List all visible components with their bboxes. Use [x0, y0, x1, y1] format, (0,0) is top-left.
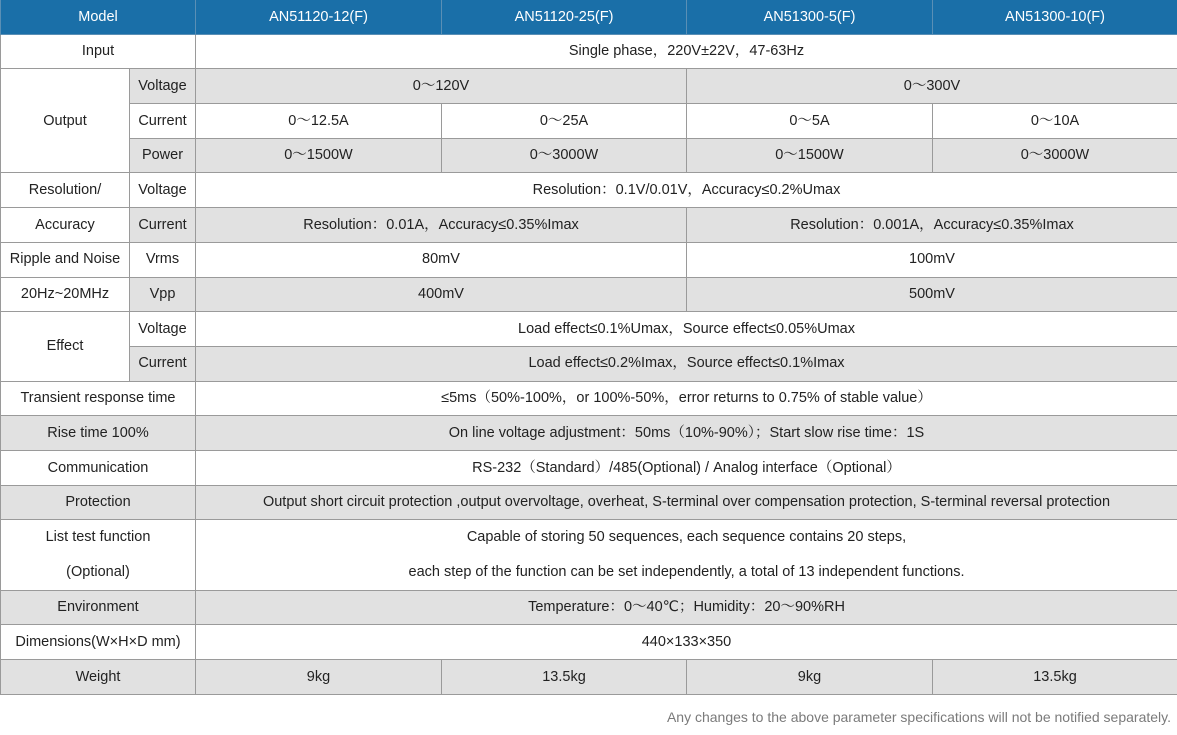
weight-value: 9kg — [687, 660, 933, 695]
output-power-row — [1, 138, 1177, 173]
output-power-value: 0～1500W — [687, 138, 933, 173]
resolution-voltage-row — [1, 173, 1177, 208]
communication-label: Communication — [1, 450, 196, 485]
effect-current-value: Load effect≤0.2%Imax，Source effect≤0.1%Imax — [196, 346, 1177, 381]
output-current-value: 0～10A — [933, 104, 1177, 139]
ripple-vrms-label: Vrms — [130, 242, 196, 277]
output-current-value: 0～25A — [442, 104, 687, 139]
dimensions-row — [1, 625, 1177, 660]
output-power-value: 0～3000W — [933, 138, 1177, 173]
output-label: Output — [1, 69, 130, 173]
protection-label: Protection — [1, 485, 196, 520]
model-name: AN51120-12(F) — [196, 0, 442, 34]
output-voltage-300: 0～300V — [687, 69, 1177, 104]
effect-voltage-row — [1, 312, 1177, 347]
list-test-value-line2: each step of the function can be set independently, a total of 13 independent functions. — [408, 564, 965, 581]
environment-label: Environment — [1, 590, 196, 625]
dimensions-label: Dimensions(W×H×D mm) — [1, 625, 196, 660]
dimensions-value: 440×133×350 — [196, 625, 1177, 660]
effect-current-label: Current — [130, 346, 196, 381]
weight-row — [1, 660, 1177, 695]
protection-value: Output short circuit protection ,output overvoltage, overheat, S-terminal over compensation protection, S-terminal reversal protection — [196, 485, 1177, 520]
ripple-vpp-label: Vpp — [130, 277, 196, 312]
input-label: Input — [1, 34, 196, 69]
transient-row — [1, 381, 1177, 416]
header-row — [1, 0, 1177, 34]
rise-label: Rise time 100% — [1, 416, 196, 451]
ripple-vrms-row — [1, 242, 1177, 277]
output-current-label: Current — [130, 104, 196, 139]
list-test-value-line1: Capable of storing 50 sequences, each sequence contains 20 steps, — [466, 529, 907, 546]
output-power-value: 0～1500W — [196, 138, 442, 173]
resolution-current-label: Current — [130, 208, 196, 243]
ripple-vrms-120: 80mV — [196, 242, 687, 277]
environment-row — [1, 590, 1177, 625]
communication-row — [1, 450, 1177, 485]
effect-voltage-label: Voltage — [130, 312, 196, 347]
ripple-vpp-row — [1, 277, 1177, 312]
footer-note: Any changes to the above parameter specifications will not be notified separately. — [666, 709, 1171, 725]
resolution-voltage-value: Resolution：0.1V/0.01V，Accuracy≤0.2%Umax — [196, 173, 1177, 208]
resolution-current-120: Resolution：0.01A，Accuracy≤0.35%Imax — [196, 208, 687, 243]
weight-value: 13.5kg — [442, 660, 687, 695]
resolution-current-300: Resolution：0.001A，Accuracy≤0.35%Imax — [687, 208, 1177, 243]
output-power-value: 0～3000W — [442, 138, 687, 173]
ripple-vpp-120: 400mV — [196, 277, 687, 312]
ripple-label-line1: Ripple and Noise — [1, 242, 130, 277]
transient-label: Transient response time — [1, 381, 196, 416]
resolution-current-row — [1, 208, 1177, 243]
environment-value: Temperature：0～40℃；Humidity：20～90%RH — [196, 590, 1177, 625]
output-current-value: 0～12.5A — [196, 104, 442, 139]
ripple-label-line2: 20Hz~20MHz — [1, 277, 130, 312]
resolution-label-line2: Accuracy — [1, 208, 130, 243]
effect-current-row — [1, 346, 1177, 381]
weight-value: 13.5kg — [933, 660, 1177, 695]
rise-value: On line voltage adjustment：50ms（10%-90%）；Start slow rise time：1S — [196, 416, 1177, 451]
model-name: AN51120-25(F) — [442, 0, 687, 34]
model-label: Model — [1, 0, 196, 34]
model-name: AN51300-5(F) — [687, 0, 933, 34]
resolution-voltage-label: Voltage — [130, 173, 196, 208]
output-voltage-120: 0～120V — [196, 69, 687, 104]
ripple-vpp-300: 500mV — [687, 277, 1177, 312]
output-current-value: 0～5A — [687, 104, 933, 139]
output-voltage-label: Voltage — [130, 69, 196, 104]
list-test-label — [1, 520, 196, 590]
input-value: Single phase，220V±22V，47-63Hz — [196, 34, 1177, 69]
output-voltage-row — [1, 69, 1177, 104]
effect-voltage-value: Load effect≤0.1%Umax，Source effect≤0.05%Umax — [196, 312, 1177, 347]
output-current-row — [1, 104, 1177, 139]
weight-value: 9kg — [196, 660, 442, 695]
protection-row — [1, 485, 1177, 520]
ripple-vrms-300: 100mV — [687, 242, 1177, 277]
list-test-value — [196, 520, 1177, 590]
rise-row — [1, 416, 1177, 451]
list-test-label-line2: (Optional) — [66, 564, 130, 581]
resolution-label-line1: Resolution/ — [1, 173, 130, 208]
model-name: AN51300-10(F) — [933, 0, 1177, 34]
communication-value: RS-232（Standard）/485(Optional) / Analog interface（Optional） — [196, 450, 1177, 485]
output-power-label: Power — [130, 138, 196, 173]
effect-label: Effect — [1, 312, 130, 381]
input-row — [1, 34, 1177, 69]
weight-label: Weight — [1, 660, 196, 695]
transient-value: ≤5ms（50%-100%，or 100%-50%，error returns to 0.75% of stable value） — [196, 381, 1177, 416]
list-test-label-line1: List test function — [45, 529, 151, 546]
list-test-row — [1, 520, 1177, 590]
